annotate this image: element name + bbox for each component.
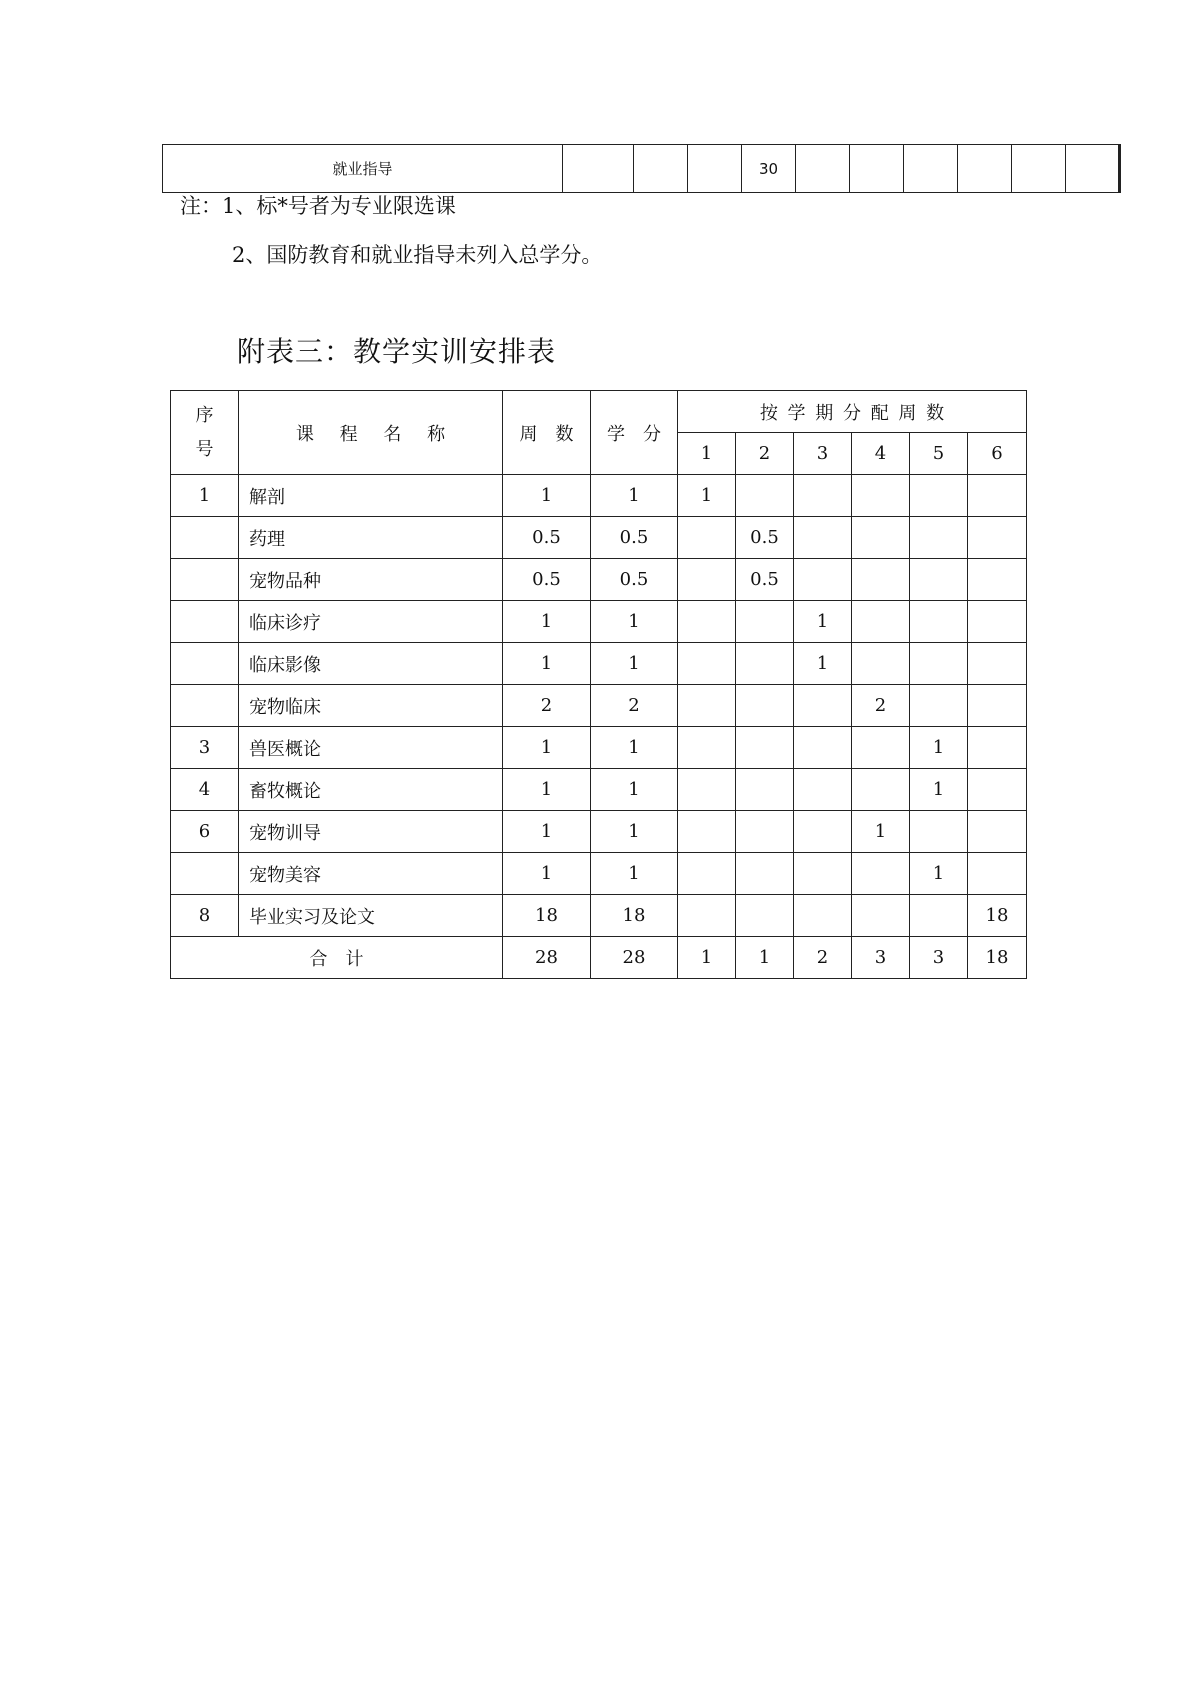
semester-2-cell [736,601,794,643]
course-name-cell: 药理 [239,517,503,559]
semester-5-cell: 1 [910,853,968,895]
seq-header: 序 号 [171,391,239,475]
seq-cell: 8 [171,895,239,937]
course-name-cell: 就业指导 [163,145,563,193]
table-row [171,517,1027,559]
semester-5-cell: 1 [910,727,968,769]
semester-2-cell [736,811,794,853]
hours-cell: 30 [742,145,796,193]
seq-cell: 4 [171,769,239,811]
credits-cell: 1 [591,853,678,895]
total-semester-5-cell: 3 [910,937,968,979]
seq-cell [171,601,239,643]
semester-header-4: 4 [852,433,910,475]
weeks-cell: 1 [503,853,591,895]
weeks-cell: 1 [503,727,591,769]
credits-cell: 1 [591,811,678,853]
course-name-cell: 宠物临床 [239,685,503,727]
note-line-1: 注：1、标*号者为专业限选课 [180,194,456,218]
credits-header: 学 分 [591,391,678,475]
weeks-cell: 1 [503,643,591,685]
semester-6-cell [968,559,1027,601]
seq-cell: 3 [171,727,239,769]
semester-3-cell [794,475,852,517]
semester-6-cell [968,517,1027,559]
course-name-cell: 临床诊疗 [239,601,503,643]
weeks-header: 周 数 [503,391,591,475]
weeks-cell: 0.5 [503,559,591,601]
semester-4-cell [852,601,910,643]
semester-header-1: 1 [678,433,736,475]
total-semester-6-cell: 18 [968,937,1027,979]
semester-2-cell [736,853,794,895]
weeks-cell: 1 [503,601,591,643]
semester-6-cell [968,601,1027,643]
schedule-body [171,475,1027,979]
appendix-title: 附表三：教学实训安排表 [237,335,557,368]
course-name-cell: 兽医概论 [239,727,503,769]
semester-5-cell [910,895,968,937]
semester-5-cell [910,811,968,853]
weeks-cell: 1 [503,475,591,517]
semester-1-cell [678,559,736,601]
semester-3-cell [794,811,852,853]
semester-2-cell [736,685,794,727]
semester-4-cell [852,643,910,685]
weeks-cell: 1 [503,769,591,811]
semester-3-cell [794,853,852,895]
course-name-cell: 宠物训导 [239,811,503,853]
table-row [171,895,1027,937]
semester-header-6: 6 [968,433,1027,475]
semester-2-cell [736,769,794,811]
semester-5-cell [910,601,968,643]
semester-header-5: 5 [910,433,968,475]
total-semester-1-cell: 1 [678,937,736,979]
semester-4-cell: 1 [852,811,910,853]
semester-3-cell [794,559,852,601]
semester-5-cell [910,475,968,517]
credits-cell: 1 [591,643,678,685]
semester-1-cell [678,685,736,727]
credits-cell: 1 [591,727,678,769]
semester-3-cell [794,517,852,559]
semester-6-cell: 18 [968,895,1027,937]
note-line-2: 2、国防教育和就业指导未列入总学分。 [232,243,603,267]
semester-5-cell: 1 [910,769,968,811]
table-row [171,643,1027,685]
seq-cell [171,643,239,685]
credits-cell: 18 [591,895,678,937]
semester-1-cell [678,517,736,559]
semester-3-cell [794,727,852,769]
credits-cell: 2 [591,685,678,727]
seq-cell: 6 [171,811,239,853]
weeks-cell: 18 [503,895,591,937]
credits-cell: 1 [591,601,678,643]
total-weeks-cell: 28 [503,937,591,979]
semester-1-cell [678,895,736,937]
semester-6-cell [968,643,1027,685]
credits-cell: 1 [591,769,678,811]
table-row [171,811,1027,853]
semester-5-cell [910,559,968,601]
credits-cell: 0.5 [591,517,678,559]
semester-6-cell [968,769,1027,811]
table-row [171,475,1027,517]
training-schedule-table [170,390,1027,979]
semester-3-cell: 1 [794,643,852,685]
course-name-cell: 解剖 [239,475,503,517]
total-semester-2-cell: 1 [736,937,794,979]
seq-cell [171,517,239,559]
table-row [163,145,1120,193]
semester-1-cell: 1 [678,475,736,517]
semester-5-cell [910,517,968,559]
semester-2-cell [736,475,794,517]
course-name-cell: 畜牧概论 [239,769,503,811]
semester-1-cell [678,853,736,895]
semester-1-cell [678,727,736,769]
semester-5-cell [910,643,968,685]
semester-4-cell [852,517,910,559]
semester-4-cell [852,769,910,811]
table-row [171,559,1027,601]
semester-2-cell [736,643,794,685]
seq-cell [171,685,239,727]
table-row [171,601,1027,643]
semester-2-cell: 0.5 [736,559,794,601]
semester-3-cell [794,769,852,811]
semester-6-cell [968,475,1027,517]
table-row [171,685,1027,727]
semester-4-cell [852,475,910,517]
semester-distribution-header: 按 学 期 分 配 周 数 [678,391,1027,433]
semester-6-cell [968,811,1027,853]
semester-6-cell [968,685,1027,727]
course-name-cell: 毕业实习及论文 [239,895,503,937]
total-semester-3-cell: 2 [794,937,852,979]
total-label: 合 计 [171,937,503,979]
semester-4-cell [852,895,910,937]
semester-6-cell [968,853,1027,895]
semester-4-cell: 2 [852,685,910,727]
semester-1-cell [678,643,736,685]
table-row [171,769,1027,811]
total-row [171,937,1027,979]
credits-cell: 1 [591,475,678,517]
semester-5-cell [910,685,968,727]
total-semester-4-cell: 3 [852,937,910,979]
seq-cell [171,853,239,895]
semester-3-cell [794,685,852,727]
semester-6-cell [968,727,1027,769]
seq-cell: 1 [171,475,239,517]
weeks-cell: 0.5 [503,517,591,559]
semester-3-cell: 1 [794,601,852,643]
seq-cell [171,559,239,601]
semester-header-3: 3 [794,433,852,475]
semester-3-cell [794,895,852,937]
semester-4-cell [852,727,910,769]
course-name-cell: 宠物美容 [239,853,503,895]
course-name-cell: 宠物品种 [239,559,503,601]
semester-1-cell [678,811,736,853]
semester-2-cell [736,895,794,937]
table-row [171,727,1027,769]
semester-4-cell [852,559,910,601]
semester-2-cell [736,727,794,769]
semester-1-cell [678,769,736,811]
weeks-cell: 2 [503,685,591,727]
semester-header-2: 2 [736,433,794,475]
course-name-header: 课 程 名 称 [239,391,503,475]
total-credits-cell: 28 [591,937,678,979]
semester-2-cell: 0.5 [736,517,794,559]
semester-1-cell [678,601,736,643]
course-name-cell: 临床影像 [239,643,503,685]
table-row [171,853,1027,895]
continuation-table [162,144,1121,193]
header-row [171,391,1027,433]
semester-4-cell [852,853,910,895]
credits-cell: 0.5 [591,559,678,601]
weeks-cell: 1 [503,811,591,853]
